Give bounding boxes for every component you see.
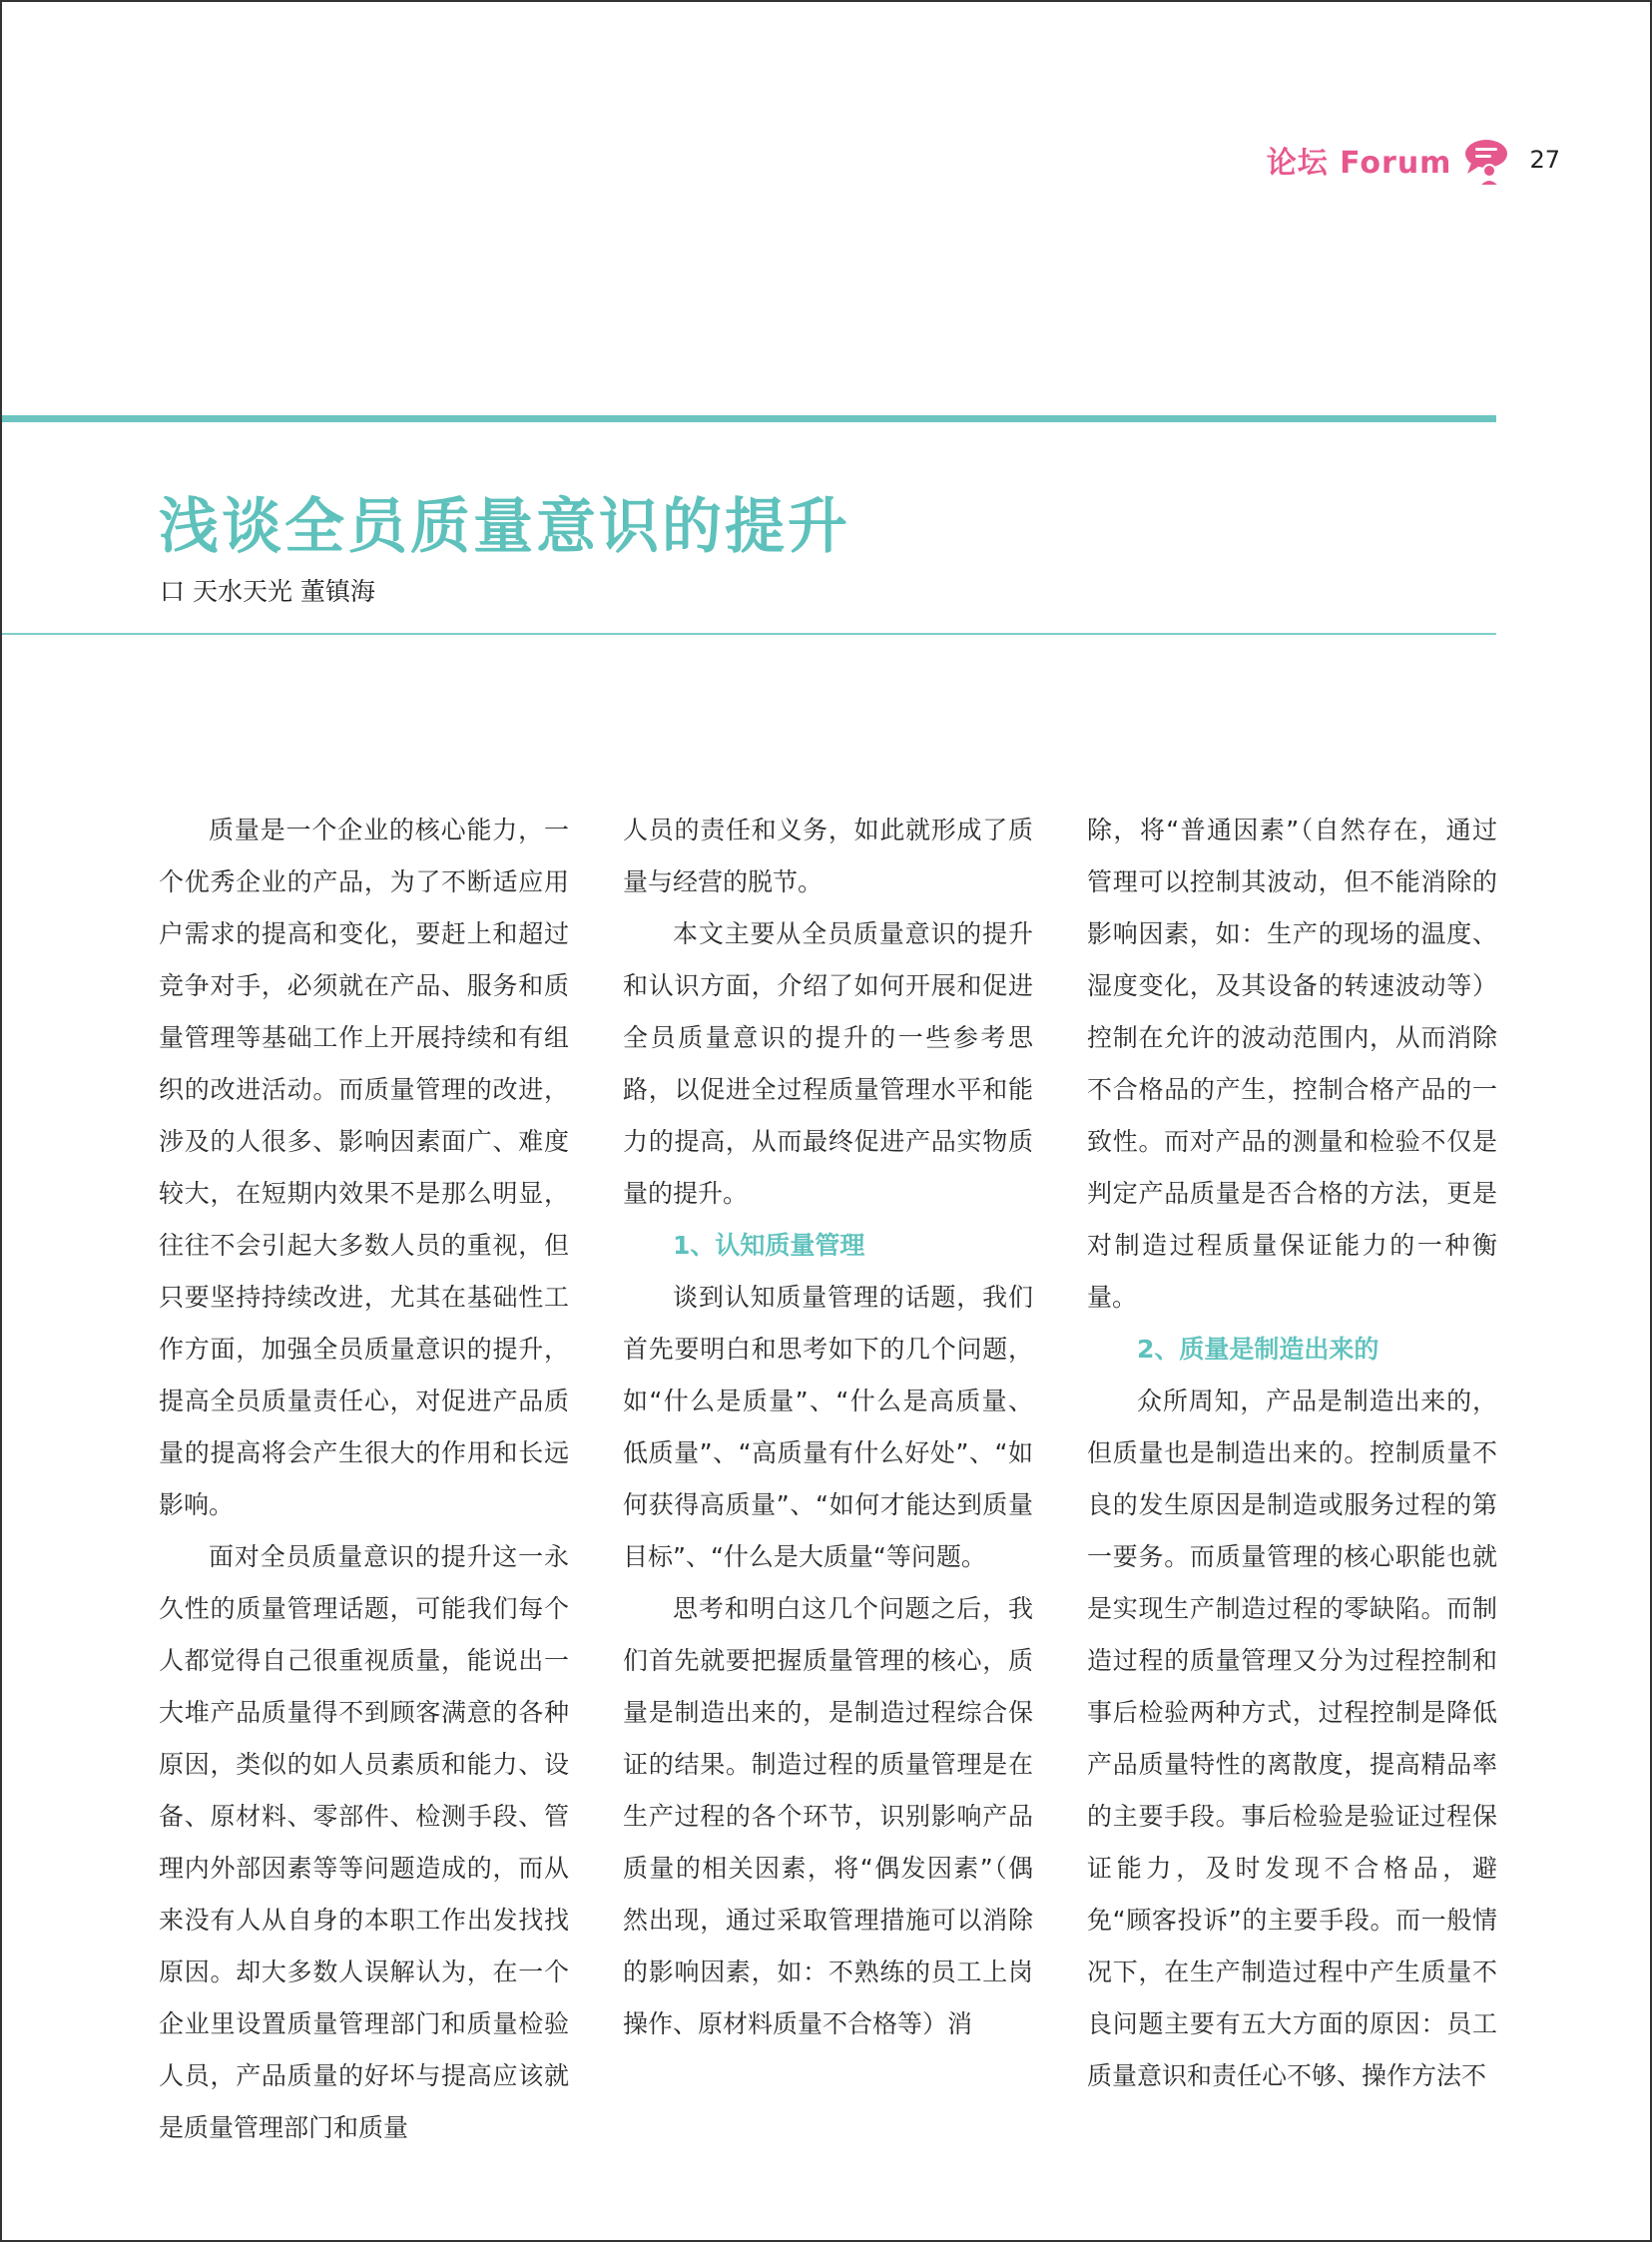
text-column-1	[159, 805, 569, 2154]
body-paragraph: 谈到认知质量管理的话题，我们首先要明白和思考如下的几个问题，如“什么是质量”、“什么是高质量、低质量”、“高质量有什么好处”、“如何获得高质量”、“如何才能达到质量目标”、“什么是大质量“等问题。	[623, 1283, 1033, 1571]
top-rule	[2, 415, 1496, 422]
body-paragraph: 本文主要从全员质量意识的提升和认识方面，介绍了如何开展和促进全员质量意识的提升的一些参考思路，以促进全过程质量管理水平和能力的提高，从而最终促进产品实物质量的提升。	[623, 919, 1033, 1208]
body-paragraph: 思考和明白这几个问题之后，我们首先就要把握质量管理的核心，质量是制造出来的，是制造过程综合保证的结果。制造过程的质量管理是在生产过程的各个环节，识别影响产品质量的相关因素，将“偶发因素”（偶然出现，通过采取管理措施可以消除的影响因素，如：不熟练的员工上岗操作、原材料质量不合格等）消	[623, 1594, 1033, 2038]
body-paragraph: 面对全员质量意识的提升这一永久性的质量管理话题，可能我们每个人都觉得自己很重视质量，能说出一大堆产品质量得不到顾客满意的各种原因，类似的如人员素质和能力、设备、原材料、零部件、检测手段、管理内外部因素等等问题造成的，而从来没有人从自身的本职工作出发找找原因。却大多数人误解认为，在一个企业里设置质量管理部门和质量检验人员，产品质量的好坏与提高应该就是质量管理部门和质量	[159, 1542, 569, 2142]
body-paragraph: 除，将“普通因素”（自然存在，通过管理可以控制其波动，但不能消除的影响因素，如：生产的现场的温度、湿度变化，及其设备的转速波动等）控制在允许的波动范围内，从而消除不合格品的产生，控制合格产品的一致性。而对产品的测量和检验不仅是判定产品质量是否合格的方法，更是对制造过程质量保证能力的一种衡量。	[1087, 816, 1497, 1312]
header-divider	[2, 633, 1496, 635]
section-heading: 2、质量是制造出来的	[1137, 1335, 1379, 1364]
body-paragraph: 质量是一个企业的核心能力，一个优秀企业的产品，为了不断适应用户需求的提高和变化，要赶上和超过竞争对手，必须就在产品、服务和质量管理等基础工作上开展持续和有组织的改进活动。而质量管理的改进，涉及的人很多、影响因素面广、难度较大，在短期内效果不是那么明显，往往不会引起大多数人员的重视，但只要坚持持续改进，尤其在基础性工作方面，加强全员质量意识的提升，提高全员质量责任心，对促进产品质量的提高将会产生很大的作用和长远影响。	[159, 816, 569, 1519]
body-paragraph: 众所周知，产品是制造出来的，但质量也是制造出来的。控制质量不良的发生原因是制造或服务过程的第一要务。而质量管理的核心职能也就是实现生产制造过程的零缺陷。而制造过程的质量管理又分为过程控制和事后检验两种方式，过程控制是降低产品质量特性的离散度，提高精品率的主要手段。事后检验是验证过程保证能力，及时发现不合格品，避免“顾客投诉”的主要手段。而一般情况下，在生产制造过程中产生质量不良问题主要有五大方面的原因：员工质量意识和责任心不够、操作方法不	[1087, 1387, 1497, 2090]
text-column-2	[623, 805, 1033, 2050]
forum-chat-icon	[1459, 134, 1511, 186]
section-label: 论坛 Forum	[1266, 146, 1452, 181]
page-number: 27	[1529, 146, 1560, 174]
section-heading: 1、认知质量管理	[673, 1231, 865, 1260]
body-paragraph: 人员的责任和义务，如此就形成了质量与经营的脱节。	[623, 816, 1033, 896]
article-title: 浅谈全员质量意识的提升	[159, 492, 850, 562]
text-column-3	[1087, 805, 1497, 2102]
article-byline: 口 天水天光 董镇海	[160, 577, 375, 606]
page-header	[1267, 134, 1560, 186]
